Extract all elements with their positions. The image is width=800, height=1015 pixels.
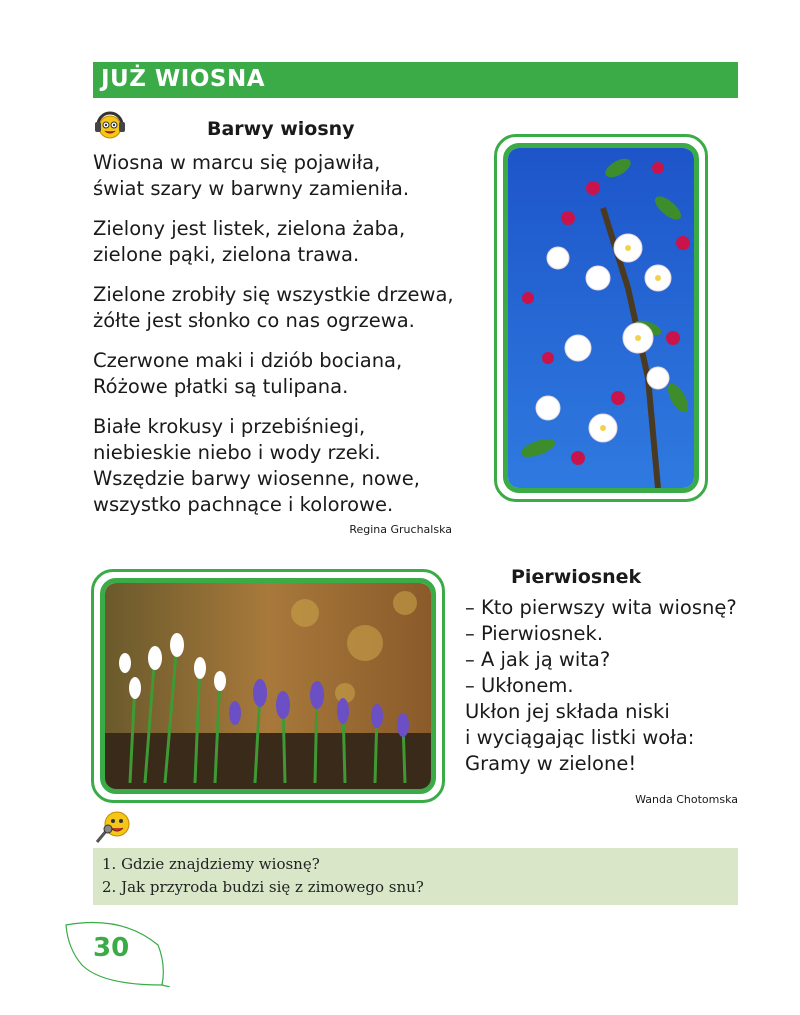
- poem-body: [465, 595, 737, 777]
- poem-line: żółte jest słonko co nas ogrzewa.: [93, 309, 415, 332]
- section-banner: [93, 62, 738, 98]
- poem-line: Białe krokusy i przebiśniegi,: [93, 415, 366, 438]
- stanza: [93, 414, 483, 466]
- poem-line: Gramy w zielone!: [465, 752, 637, 775]
- poem-line: wszystko pachnące i kolorowe.: [93, 493, 394, 516]
- stanza: [93, 216, 483, 268]
- question: 2. Jak przyroda budzi się z zimowego snu?: [102, 878, 424, 896]
- headphones-smiley-icon: [93, 108, 127, 142]
- poem-line: Wszędzie barwy wiosenne, nowe,: [93, 467, 420, 490]
- poem-title: Barwy wiosny: [207, 118, 355, 140]
- stanza: [93, 282, 483, 334]
- stanza: [93, 348, 483, 400]
- poem-line: – Pierwiosnek.: [465, 622, 604, 645]
- poem-line: niebieskie niebo i wody rzeki.: [93, 441, 381, 464]
- poem-line: Różowe płatki są tulipana.: [93, 375, 349, 398]
- poem-line: świat szary w barwny zamieniła.: [93, 177, 410, 200]
- poem-line: Ukłon jej składa niski: [465, 700, 670, 723]
- poem-line: – Kto pierwszy wita wiosnę?: [465, 596, 737, 619]
- section-title: JUŻ WIOSNA: [101, 66, 266, 92]
- poem-line: – A jak ją wita?: [465, 648, 611, 671]
- snowdrop-photo: [100, 578, 436, 794]
- poem-line: – Ukłonem.: [465, 674, 574, 697]
- page-number: 30: [93, 933, 130, 963]
- blossom-photo: [503, 143, 699, 493]
- microphone-smiley-icon: [93, 808, 133, 844]
- poem-line: zielone pąki, zielona trawa.: [93, 243, 360, 266]
- poem-line: Wiosna w marcu się pojawiła,: [93, 151, 381, 174]
- poem-line: Czerwone maki i dziób bociana,: [93, 349, 403, 372]
- stanza: [93, 150, 483, 202]
- poem-title: Pierwiosnek: [511, 566, 642, 588]
- blossom-photo-frame: [494, 134, 708, 502]
- poem-line: Zielone zrobiły się wszystkie drzewa,: [93, 283, 454, 306]
- poem-line: i wyciągając listki woła:: [465, 726, 695, 749]
- stanza: [93, 466, 483, 518]
- snowdrop-photo-frame: [91, 569, 445, 803]
- poem-line: Zielony jest listek, zielona żaba,: [93, 217, 406, 240]
- poem-author: Regina Gruchalska: [349, 523, 452, 536]
- poem-author: Wanda Chotomska: [635, 793, 738, 806]
- questions-box: [93, 848, 738, 905]
- question: 1. Gdzie znajdziemy wiosnę?: [102, 855, 320, 873]
